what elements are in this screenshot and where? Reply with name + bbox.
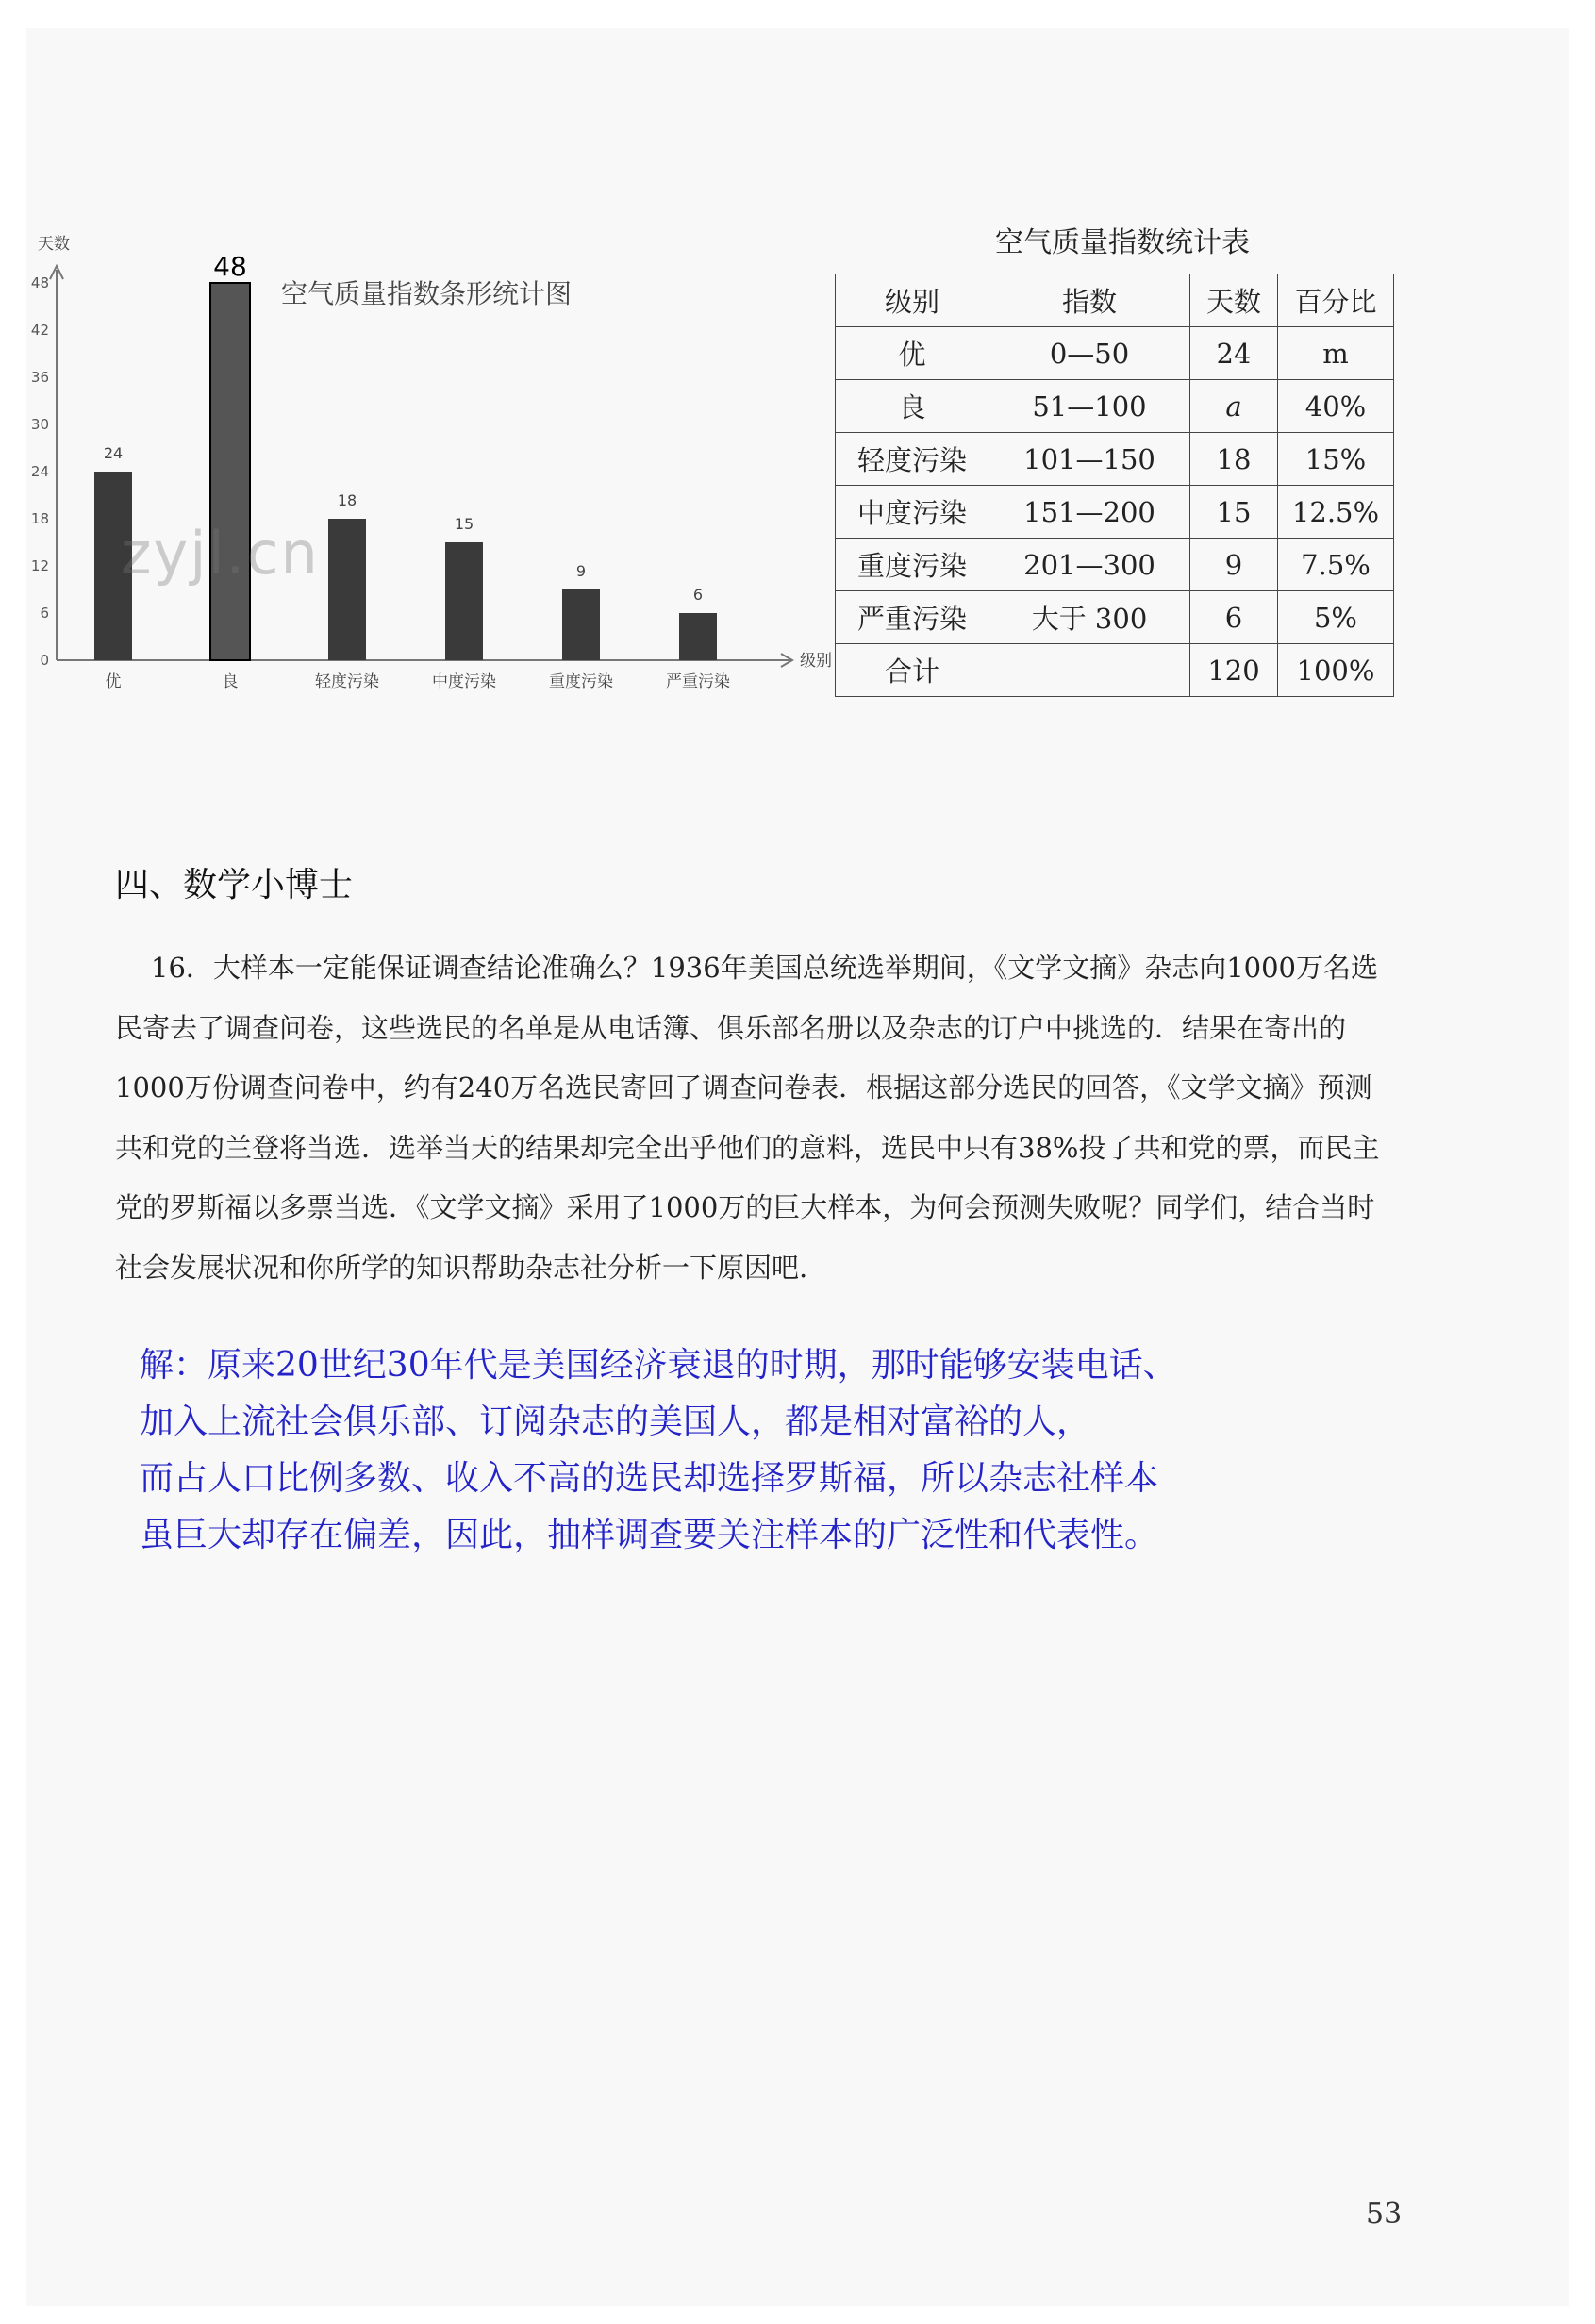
table-cell: 15% [1278,433,1394,486]
y-tick-label: 18 [30,510,49,527]
answer-line: 而占人口比例多数、收入不高的选民却选择罗斯福，所以杂志社样本 [140,1459,1159,1498]
table-cell: 5% [1278,591,1394,644]
table-cell: 12.5% [1278,486,1394,539]
table-row [836,433,1394,486]
answer-text [140,1337,1366,1564]
table-header-cell: 百分比 [1278,274,1394,327]
table-row [836,644,1394,697]
y-tick-label: 42 [30,322,49,339]
table-cell: 120 [1190,644,1278,697]
y-tick-label: 6 [40,605,49,622]
answer-line: 虽巨大却存在偏差，因此，抽样调查要关注样本的广泛性和代表性。 [140,1516,1159,1554]
table-cell: 18 [1190,433,1278,486]
table-cell: 201—300 [989,539,1190,591]
data-label: 48 [213,251,247,282]
category-label: 良 [222,672,239,691]
table-title: 空气质量指数统计表 [995,226,1250,259]
page-number: 53 [1366,2198,1403,2231]
table-cell: 24 [1190,327,1278,380]
category-label: 重度污染 [549,672,613,691]
table-cell: 合计 [836,644,989,697]
section-heading: 四、数学小博士 [115,866,354,905]
table-header-row [836,274,1394,327]
bar [445,542,483,660]
table-header-cell: 级别 [836,274,989,327]
problem-text [115,938,1398,1298]
x-axis-title: 级别 [800,652,832,671]
watermark: zyjl.cn [121,519,320,588]
table-cell: 0—50 [989,327,1190,380]
bar [679,613,717,660]
y-tick-label: 0 [40,652,49,669]
table-row [836,327,1394,380]
table-cell: 9 [1190,539,1278,591]
table-cell: 大于 300 [989,591,1190,644]
table-cell: 51—100 [989,380,1190,433]
table-cell: 151—200 [989,486,1190,539]
table-cell: m [1278,327,1394,380]
table-row [836,486,1394,539]
answer-line: 解：原来20世纪30年代是美国经济衰退的时期，那时能够安装电话、 [140,1346,1177,1385]
table-cell: 严重污染 [836,591,989,644]
data-label: 18 [337,491,357,509]
table-cell [989,644,1190,697]
y-tick-label: 48 [30,274,49,291]
table-cell: 101—150 [989,433,1190,486]
y-axis-title: 天数 [38,235,70,254]
table-row [836,591,1394,644]
table-cell: 100% [1278,644,1394,697]
table-header-cell: 天数 [1190,274,1278,327]
category-label: 优 [105,672,122,691]
table-cell: 7.5% [1278,539,1394,591]
y-tick-label: 24 [30,463,49,480]
table-cell: 中度污染 [836,486,989,539]
table-cell: 优 [836,327,989,380]
table-row [836,539,1394,591]
bar [328,519,366,660]
data-label: 15 [454,515,474,533]
y-tick-label: 36 [30,369,49,386]
table-cell: 良 [836,380,989,433]
category-label: 轻度污染 [315,672,379,691]
problem-paragraph: 16．大样本一定能保证调查结论准确么？1936年美国总统选举期间，《文学文摘》杂志向1000万名选民寄去了调查问卷，这些选民的名单是从电话簿、俱乐部名册以及杂志的订户中挑选的．结果在寄出的1000万份调查问卷中，约有240万名选民寄回了调查问卷表．根据这部分选民的回答，《文学文摘》预测共和党的兰登将当选．选举当天的结果却完全出乎他们的意料，选民中只有38%投了共和党的票，而民主党的罗斯福以多票当选．《文学文摘》采用了1000万的巨大样本，为何会预测失败呢？同学们，结合当时社会发展状况和你所学的知识帮助杂志社分析一下原因吧. [115,952,1380,1284]
chart-title: 空气质量指数条形统计图 [280,278,572,309]
category-label: 中度污染 [432,672,496,691]
y-tick-label: 30 [30,416,49,433]
table-cell: 6 [1190,591,1278,644]
bar [562,589,600,660]
data-label: 9 [575,562,587,580]
table-header-cell: 指数 [989,274,1190,327]
answer-line: 加入上流社会俱乐部、订阅杂志的美国人，都是相对富裕的人， [140,1403,1091,1441]
bar [210,283,250,660]
data-label: 6 [692,586,704,604]
table-cell: 轻度污染 [836,433,989,486]
y-tick-label: 12 [30,557,49,574]
chart-svg [28,235,832,707]
stats-table [835,274,1394,697]
table-cell: a [1190,380,1278,433]
bar-chart [28,235,832,707]
table-row [836,380,1394,433]
data-label: 24 [103,444,124,462]
table-cell: 40% [1278,380,1394,433]
table-cell: 15 [1190,486,1278,539]
category-label: 严重污染 [666,672,730,691]
table-cell: 重度污染 [836,539,989,591]
